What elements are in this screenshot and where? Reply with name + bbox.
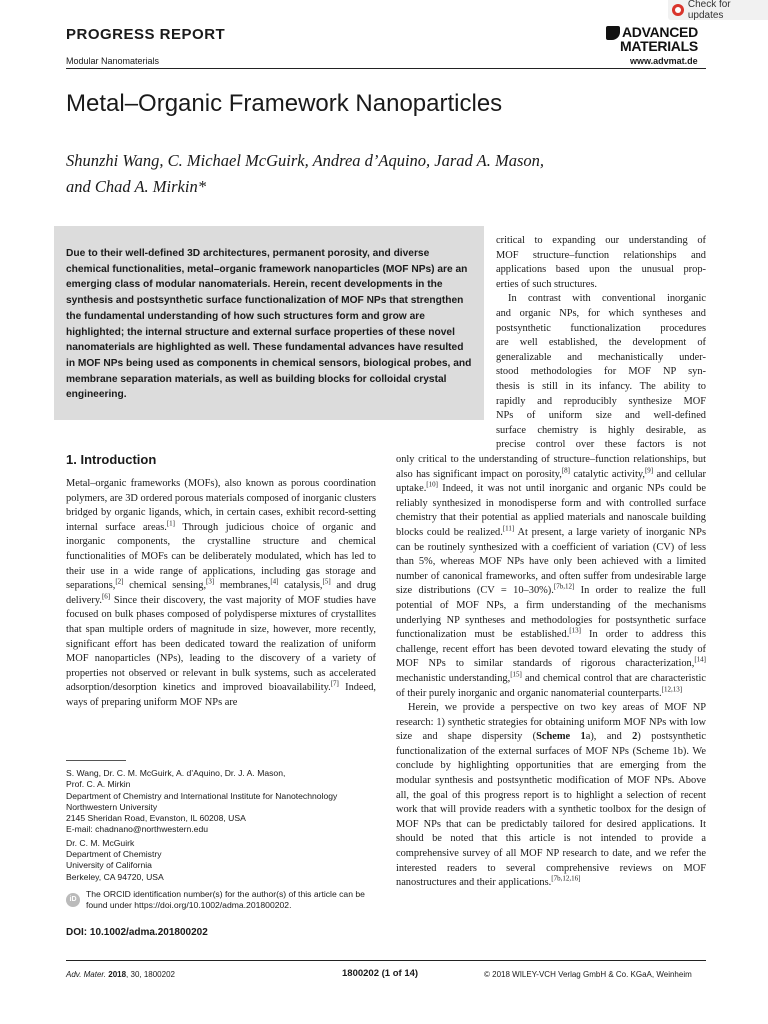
paragraph: Herein, we provide a perspective on two key areas of MOF NP research: 1) synthetic strategies for obtaining uniform MOF NPs with low size and shape dispersity (Scheme 1a), and 2) postsynthetic functionalization of the external surfaces of MOF NPs (Scheme 1b). We conclude by highlighting opportunities that are emerging from the modular synthesis and postsynthetic modification of MOF NPs. Above all, the goal of this progress report is to highlight a selection of recent work that will provide readers with a synthetic toolbox for the design of MOF NPs that can be predictably tailored for desired applications. It should be noted that this article is not intended to provide a comprehensive survey of all MOF NP research to date, and we refer the interested readers to several comprehensive reviews on MOF nanostructures and their applications.[7b,12,16]	[396, 702, 706, 889]
text-line: surface chemistry is highly desirable, as	[496, 424, 706, 436]
footer-copyright: © 2018 WILEY-VCH Verlag GmbH & Co. KGaA, Weinheim	[484, 970, 692, 979]
check-for-updates-label: Check for updates	[687, 0, 731, 21]
footnote-rule	[66, 760, 126, 761]
abstract-text: Due to their well-defined 3D architectures, permanent porosity, and diverse chemical functionalities, metal–organic framework nanoparticles (MOF NPs) are an emerging class of modular nanomaterials. Herein, recent developments in the synthesis and postsynthetic surface functionalization of MOF NPs that strengthen the fundamental understanding of how such structures form and grow are highlighted; the internal structure and external surface properties of these novel nanomaterials are highlighted as well. These fundamental advances have resulted in MOF NPs being used as components in chemical sensors, biological probes, and membrane separation materials, as well as building blocks for colloidal crystal engineering.	[66, 248, 472, 401]
text-line: stood methodologies for MOF NP syn-	[496, 366, 706, 378]
page-number: 1800202 (1 of 14)	[342, 968, 419, 979]
affiliations	[66, 768, 386, 885]
abstract-box	[54, 226, 484, 420]
footer-citation: Adv. Mater. 2018, 30, 1800202	[66, 970, 175, 979]
article-title: Metal–Organic Framework Nanoparticles	[66, 90, 503, 117]
orcid-icon: iD	[66, 893, 80, 907]
orcid-text[interactable]: The ORCID identification number(s) for the author(s) of this article can be found under https://doi.org/10.1002/adma.201800202.	[86, 889, 365, 911]
text-line: critical to expanding our understanding of	[496, 235, 706, 246]
right-column-body	[396, 453, 706, 891]
text-line: applications based upon the unusual prop-	[496, 264, 706, 276]
text-line: postsynthetic functionalization procedures	[496, 322, 706, 334]
paragraph: only critical to the understanding of structure–function relationships, but also has significant impact on porosity,[8] catalytic activity,[9] and cellular uptake.[10] Indeed, it was not until inorganic and organic NPs could be reliably synthesized in monodisperse form and with controlled surface chemistry that their potential as applied materials and nanoscale building blocks could be realized.[11] At present, a large variety of inorganic NPs can be routinely synthesized with a coefficient of variation (CV) of less than 5%, whereas MOF NPs have only been achieved with a limited number of canonical frameworks, and often suffer from undesirable large size distributions (CV = 10–30%).[7b,12] In order to realize the full potential of MOF NPs, a firm understanding of the mechanisms underlying NP syntheses and methodologies for postsynthetic surface functionalization must be established.[13] In order to address this challenge, recent effort has been devoted toward elevating the study of MOF NPs to similar standards of rigorous characterization,[14] mechanistic understanding,[15] and chemical control that are characteristic of their purely inorganic and organic nanomaterial counterparts.[12,13]	[396, 454, 706, 699]
text-line: NPs of uniform size and well-defined	[496, 410, 706, 422]
author-list	[66, 148, 626, 200]
contact-email[interactable]: E-mail: chadnano@northwestern.edu	[66, 824, 209, 835]
text-line: and organic NPs, for which syntheses and	[496, 307, 706, 319]
crossmark-icon	[672, 4, 684, 16]
header-rule	[66, 68, 706, 69]
section-label: PROGRESS REPORT	[66, 26, 226, 43]
text-line: generalizable and mechanistically under-	[496, 351, 706, 363]
journal-logo	[606, 26, 698, 53]
journal-logo-line1: ADVANCED	[606, 26, 698, 40]
authors-line-1: Shunzhi Wang, C. Michael McGuirk, Andrea d’Aquino, Jarad A. Mason,	[66, 151, 545, 170]
text-line: rapidly and reproducibly synthesize MOF	[496, 395, 706, 407]
journal-logo-line2: MATERIALS	[619, 38, 698, 54]
right-column-top	[496, 234, 706, 453]
text-line: precise control over these factors is not	[496, 439, 706, 451]
doi-label[interactable]: DOI: 10.1002/adma.201800202	[66, 927, 208, 938]
paragraph: Metal–organic frameworks (MOFs), also known as porous coordination polymers, are 3D ordered porous materials composed of inorganic clusters bridged by organic ligands, which, in certain cases, exhibit record-setting internal surface areas.[1] Through judicious choice of organic and inorganic components, the crystalline structure and chemical functionalities of MOFs can be deliberately modulated, which has led to their use in a wide range of applications, including gas storage and separations,[2] chemical sensing,[3] membranes,[4] catalysis,[5] and drug delivery.[6] Since their discovery, the vast majority of MOF studies have focused on bulk phases composed of polydisperse mixtures of crystallites that span multiple orders of magnitude in size, however, more recently, significant effort has been dedicated toward the realization of uniform MOF nanoparticles (NPs), leading to the discovery of a variety of properties not observed or relevant in bulk systems, such as accelerated adsorption/desorption kinetics and improved bioavailability.[7] Indeed, ways of preparing uniform MOF NPs are	[66, 478, 377, 708]
affiliation-block: Dr. C. M. McGuirk Department of Chemistry University of California Berkeley, CA 94720, USA	[66, 837, 164, 882]
authors-line-2: and Chad A. Mirkin*	[66, 177, 206, 196]
section-heading: 1. Introduction	[66, 452, 157, 467]
journal-url[interactable]: www.advmat.de	[630, 56, 698, 66]
left-column-body	[66, 477, 376, 711]
affiliation-block: S. Wang, Dr. C. M. McGuirk, A. d’Aquino, Dr. J. A. Mason, Prof. C. A. Mirkin Department of Chemistry and International Institute for Nanotechnology Northwestern University 2145 Sheridan Road, Evanston, IL 60208, USA E-mail: chadnano@northwestern.edu	[66, 768, 338, 835]
journal-mark-icon	[606, 26, 620, 40]
orcid-note	[66, 889, 386, 912]
check-for-updates-button[interactable]	[668, 0, 768, 20]
footer-rule	[66, 960, 706, 961]
subtopic-label: Modular Nanomaterials	[66, 56, 160, 66]
text-line: thesis is still in its infancy. The ability to	[496, 380, 706, 392]
text-line: MOF structure–function relationships and	[496, 249, 706, 261]
text-line: In contrast with conventional inorganic	[508, 293, 706, 305]
text-line: erties of such structures.	[496, 278, 597, 290]
text-line: are well established, the development of	[496, 337, 706, 349]
